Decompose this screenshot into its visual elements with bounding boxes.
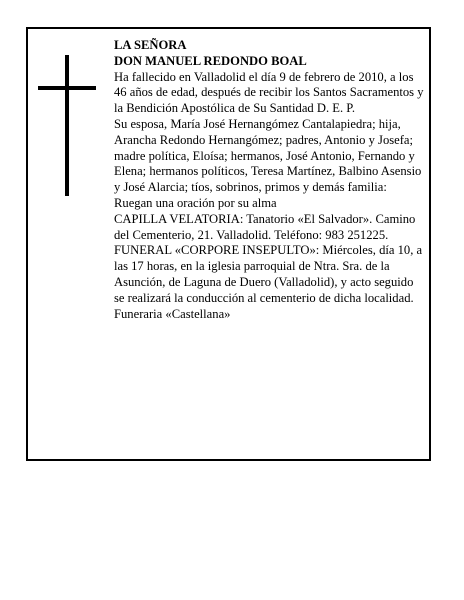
obituary-text [114,38,426,322]
cross-horizontal-bar [38,86,96,90]
deceased-name: DON MANUEL REDONDO BOAL [114,53,307,68]
prayer-request: Ruegan una oración por su alma [114,195,277,210]
family-paragraph: Su esposa, María José Hernangómez Cantalapiedra; hija, Arancha Redondo Hernangómez; padres, Antonio y Josefa; madre política, Eloísa; hermanos, José Antonio, Fernando y Elena; hermanos políticos, Teresa Martínez, Balbino Asensio y José Alarcia; tíos, sobrinos, primos y demás familia: [114,116,422,195]
funeral-home: Funeraria «Castellana» [114,306,231,321]
chapel-paragraph: CAPILLA VELATORIA: Tanatorio «El Salvador». Camino del Cementerio, 21. Valladolid. Teléfono: 983 251225. [114,211,416,242]
death-info-paragraph: Ha fallecido en Valladolid el día 9 de febrero de 2010, a los 46 años de edad, después de recibir los Santos Sacramentos y la Bendición Apostólica de Su Santidad D. E. P. [114,69,424,116]
notice-title: LA SEÑORA [114,38,187,52]
cross-vertical-bar [65,55,69,196]
funeral-paragraph: FUNERAL «CORPORE INSEPULTO»: Miércoles, día 10, a las 17 horas, en la iglesia parroquial de Ntra. Sra. de la Asunción, de Laguna de Duero (Valladolid), y acto seguido se realizará la conducción al cementerio de dicha localidad. [114,243,423,305]
